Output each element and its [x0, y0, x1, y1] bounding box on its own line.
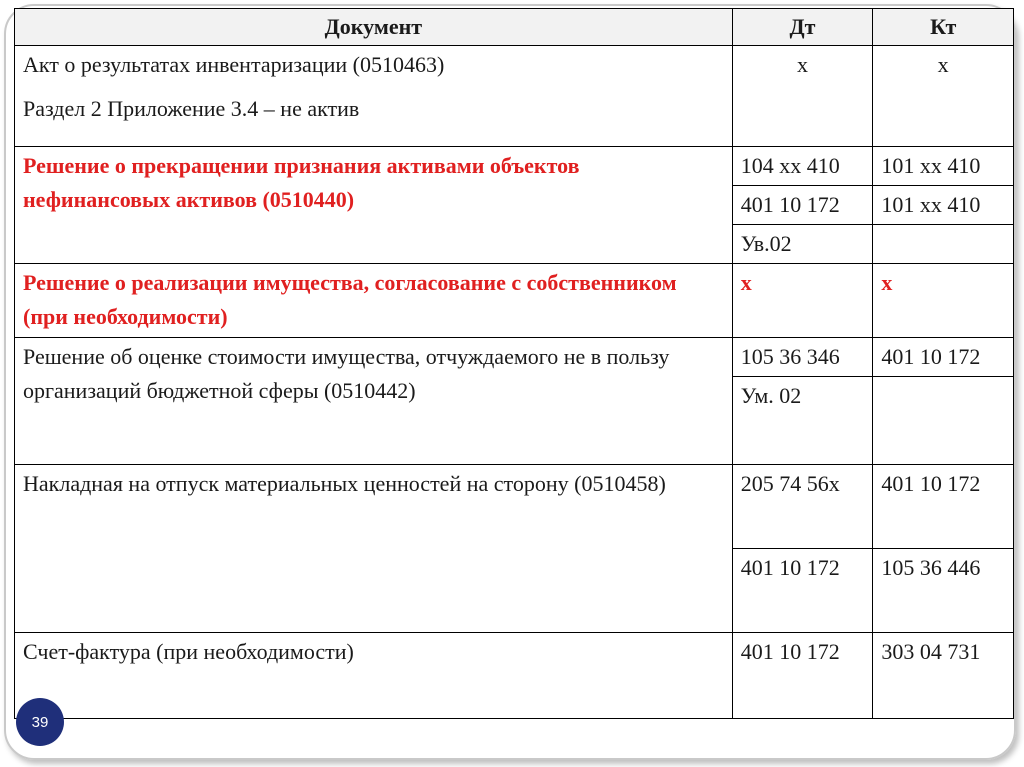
row-dt: х	[732, 46, 873, 147]
row-dt: 105 36 346	[732, 338, 873, 377]
header-kt: Кт	[873, 9, 1014, 46]
row-document: Счет-фактура (при необходимости)	[15, 633, 733, 719]
table-header-row	[15, 9, 1014, 46]
row-document: Накладная на отпуск материальных ценностей на сторону (0510458)	[15, 465, 733, 633]
row-kt: х	[873, 264, 1014, 338]
row-kt: 401 10 172	[873, 465, 1014, 549]
row-dt: х	[732, 264, 873, 338]
row-dt: 401 10 172	[732, 549, 873, 633]
row-dt: 104 хх 410	[732, 147, 873, 186]
header-document: Документ	[15, 9, 733, 46]
table-row	[15, 264, 1014, 338]
table-row	[15, 465, 1014, 549]
table-row	[15, 46, 1014, 147]
row-document: Решение об оценке стоимости имущества, отчуждаемого не в пользу организаций бюджетной сферы (0510442)	[15, 338, 733, 465]
table-row	[15, 147, 1014, 186]
row-kt	[873, 225, 1014, 264]
row-kt: 101 хх 410	[873, 147, 1014, 186]
row-kt: 101 хх 410	[873, 186, 1014, 225]
row-dt: Ув.02	[732, 225, 873, 264]
row-kt: 303 04 731	[873, 633, 1014, 719]
table-row	[15, 338, 1014, 377]
row-dt: 401 10 172	[732, 633, 873, 719]
accounting-table	[14, 8, 1014, 719]
row-dt: 205 74 56х	[732, 465, 873, 549]
page-number-badge: 39	[16, 698, 64, 746]
row-dt: Ум. 02	[732, 377, 873, 465]
table-row	[15, 633, 1014, 719]
row-document-line: Раздел 2 Приложение 3.4 – не актив	[23, 96, 360, 122]
row-document	[15, 46, 733, 147]
row-kt: х	[873, 46, 1014, 147]
row-document-line: Акт о результатах инвентаризации (0510463)	[23, 52, 445, 77]
row-kt: 401 10 172	[873, 338, 1014, 377]
row-document: Решение о реализации имущества, согласование с собственником (при необходимости)	[15, 264, 733, 338]
header-dt: Дт	[732, 9, 873, 46]
row-dt: 401 10 172	[732, 186, 873, 225]
row-kt: 105 36 446	[873, 549, 1014, 633]
row-kt	[873, 377, 1014, 465]
row-document: Решение о прекращении признания активами объектов нефинансовых активов (0510440)	[15, 147, 733, 264]
